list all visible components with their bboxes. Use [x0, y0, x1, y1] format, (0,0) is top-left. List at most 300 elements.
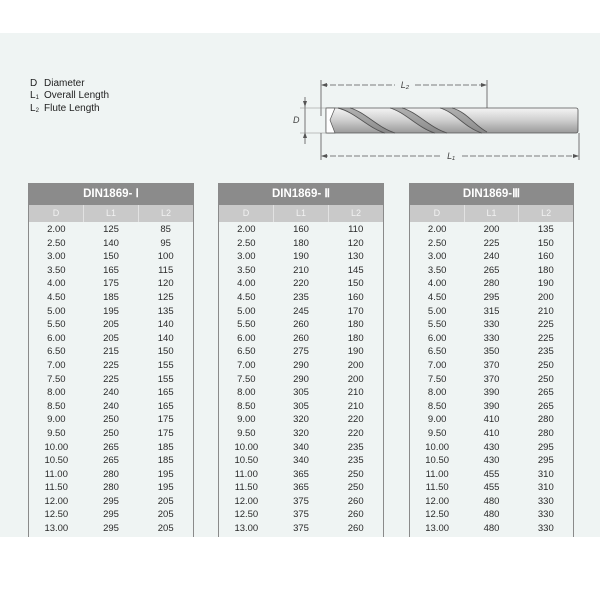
table-row	[29, 441, 193, 455]
cell-flute-length: 280	[537, 427, 554, 439]
cell-overall-length: 320	[293, 414, 309, 426]
cell-diameter: 5.00	[237, 305, 256, 317]
cell-flute-length: 310	[537, 468, 554, 480]
cell-diameter: 11.00	[44, 468, 68, 480]
cell-diameter: 12.50	[44, 509, 69, 521]
table-row	[219, 522, 383, 536]
table-row	[410, 359, 573, 373]
cell-overall-length: 275	[293, 346, 309, 358]
cell-flute-length: 250	[347, 482, 364, 494]
table-row	[29, 373, 193, 387]
cell-overall-length: 260	[293, 319, 309, 331]
cell-overall-length: 175	[103, 278, 119, 290]
legend-symbol: L	[30, 103, 36, 114]
table-row	[410, 468, 573, 482]
cell-flute-length: 250	[347, 468, 364, 480]
cell-flute-length: 185	[157, 455, 174, 467]
cell-overall-length: 225	[103, 359, 119, 371]
cell-flute-length: 110	[348, 224, 364, 235]
cell-overall-length: 200	[483, 224, 500, 235]
cell-overall-length: 240	[103, 400, 119, 412]
cell-flute-length: 250	[537, 373, 554, 385]
legend-label: Overall Length	[44, 89, 110, 101]
table-header-row	[219, 205, 383, 222]
cell-flute-length: 200	[347, 359, 364, 371]
cell-overall-length: 365	[293, 468, 309, 480]
cell-flute-length: 330	[537, 495, 554, 507]
cell-diameter: 2.00	[427, 224, 447, 235]
cell-diameter: 3.50	[47, 264, 66, 276]
cell-flute-length: 150	[537, 237, 554, 249]
table-row	[29, 386, 193, 400]
table-row	[410, 277, 573, 291]
legend-label: Flute Length	[44, 103, 100, 114]
column-header-l2: L2	[518, 205, 573, 222]
cell-flute-length: 100	[157, 251, 174, 263]
table-row	[410, 481, 573, 495]
cell-diameter: 8.00	[47, 387, 66, 399]
table-row	[219, 400, 383, 414]
cell-diameter: 5.50	[237, 319, 256, 331]
cell-diameter: 4.00	[237, 278, 256, 290]
cell-flute-length: 330	[537, 523, 554, 535]
legend-subscript: 1	[35, 94, 39, 101]
cell-flute-length: 85	[160, 224, 171, 235]
cell-flute-length: 330	[537, 509, 554, 521]
cell-diameter: 7.50	[47, 373, 66, 385]
table-row	[219, 454, 383, 468]
legend-item-flute-length	[30, 103, 109, 117]
table-row	[219, 291, 383, 305]
legend-label: Diameter	[44, 78, 85, 89]
cell-diameter: 10.00	[425, 441, 450, 453]
column-header-d: D	[433, 208, 441, 218]
cell-flute-length: 195	[157, 468, 174, 480]
table-header-row	[410, 205, 573, 222]
cell-flute-length: 260	[347, 495, 364, 507]
cell-flute-length: 190	[347, 346, 364, 358]
cell-diameter: 2.50	[237, 237, 256, 249]
cell-diameter: 12.50	[234, 509, 259, 521]
cell-overall-length: 480	[483, 495, 500, 507]
cell-diameter: 8.00	[427, 387, 447, 399]
cell-flute-length: 155	[157, 373, 174, 385]
cell-diameter: 6.50	[237, 346, 256, 358]
table-row	[410, 345, 573, 359]
cell-flute-length: 195	[157, 482, 174, 494]
table-row	[29, 454, 193, 468]
table-row	[410, 332, 573, 346]
cell-overall-length: 330	[483, 332, 500, 344]
d-label: D	[293, 115, 300, 125]
cell-overall-length: 295	[103, 495, 119, 507]
table-header-row	[29, 205, 193, 222]
table-row	[410, 508, 573, 522]
cell-overall-length: 140	[103, 237, 119, 249]
cell-diameter: 2.50	[427, 237, 447, 249]
table-row	[219, 345, 383, 359]
table-row	[410, 237, 573, 251]
cell-overall-length: 365	[293, 482, 309, 494]
table-row	[29, 332, 193, 346]
cell-flute-length: 295	[537, 455, 554, 467]
table-row	[219, 305, 383, 319]
table-row	[410, 495, 573, 509]
cell-flute-length: 235	[537, 346, 554, 358]
cell-flute-length: 160	[347, 291, 364, 303]
cell-diameter: 6.50	[427, 346, 447, 358]
cell-diameter: 13.00	[44, 523, 69, 535]
cell-flute-length: 190	[537, 278, 554, 290]
cell-overall-length: 180	[293, 237, 309, 249]
column-header-d: D	[242, 208, 250, 218]
cell-overall-length: 205	[103, 319, 119, 331]
cell-flute-length: 180	[537, 264, 554, 276]
table-row	[410, 522, 573, 536]
cell-flute-length: 165	[157, 387, 174, 399]
cell-overall-length: 305	[293, 387, 309, 399]
cell-overall-length: 330	[483, 319, 500, 331]
table-row	[410, 400, 573, 414]
table-row	[410, 427, 573, 441]
cell-diameter: 9.50	[427, 427, 447, 439]
table-row	[219, 359, 383, 373]
cell-flute-length: 210	[347, 387, 364, 399]
cell-diameter: 8.50	[237, 400, 256, 412]
cell-overall-length: 295	[103, 523, 119, 535]
cell-overall-length: 340	[293, 441, 309, 453]
cell-flute-length: 185	[157, 441, 174, 453]
cell-overall-length: 225	[483, 237, 500, 249]
cell-flute-length: 120	[347, 237, 364, 249]
cell-flute-length: 260	[347, 523, 364, 535]
table-row	[410, 291, 573, 305]
table-row	[219, 318, 383, 332]
cell-flute-length: 175	[157, 414, 174, 426]
cell-overall-length: 350	[483, 346, 500, 358]
cell-flute-length: 250	[537, 359, 554, 371]
cell-overall-length: 410	[483, 414, 500, 426]
cell-overall-length: 150	[103, 251, 119, 263]
table-row	[29, 359, 193, 373]
table-body	[410, 222, 573, 536]
table-din1869-3	[409, 183, 574, 537]
cell-diameter: 11.00	[425, 468, 449, 480]
cell-flute-length: 150	[157, 346, 174, 358]
cell-flute-length: 225	[537, 319, 554, 331]
cell-diameter: 3.00	[237, 251, 256, 263]
cell-overall-length: 280	[483, 278, 500, 290]
cell-flute-length: 135	[157, 305, 174, 317]
table-row	[29, 413, 193, 427]
table-row	[219, 441, 383, 455]
cell-flute-length: 295	[537, 441, 554, 453]
table-row	[29, 250, 193, 264]
legend	[30, 78, 109, 117]
cell-flute-length: 150	[347, 278, 364, 290]
cell-diameter: 9.00	[427, 414, 447, 426]
cell-overall-length: 375	[293, 509, 309, 521]
l1-label: L₁	[447, 151, 455, 160]
cell-overall-length: 375	[293, 495, 309, 507]
cell-overall-length: 220	[293, 278, 309, 290]
cell-overall-length: 455	[483, 468, 500, 480]
cell-overall-length: 125	[103, 224, 119, 235]
cell-overall-length: 280	[103, 482, 119, 494]
cell-diameter: 9.50	[47, 427, 66, 439]
cell-overall-length: 305	[293, 400, 309, 412]
table-row	[29, 522, 193, 536]
table-row	[410, 413, 573, 427]
cell-diameter: 3.50	[237, 264, 256, 276]
table-body	[29, 222, 193, 536]
cell-diameter: 3.00	[47, 251, 66, 263]
table-body	[219, 222, 383, 536]
cell-flute-length: 205	[157, 495, 174, 507]
cell-diameter: 7.50	[427, 373, 447, 385]
cell-diameter: 4.00	[47, 278, 66, 290]
cell-diameter: 9.00	[237, 414, 256, 426]
column-header-l2: L2	[138, 205, 193, 222]
table-row	[410, 386, 573, 400]
cell-flute-length: 265	[537, 387, 554, 399]
table-row	[219, 386, 383, 400]
cell-overall-length: 250	[103, 427, 119, 439]
cell-flute-length: 235	[347, 455, 364, 467]
cell-flute-length: 180	[347, 319, 364, 331]
cell-diameter: 6.00	[237, 332, 256, 344]
cell-overall-length: 375	[293, 523, 309, 535]
table-row	[219, 373, 383, 387]
cell-diameter: 5.00	[47, 305, 66, 317]
cell-flute-length: 155	[157, 359, 174, 371]
table-title: DIN1869-Ⅲ	[410, 183, 573, 205]
cell-diameter: 4.50	[237, 291, 256, 303]
table-row	[219, 481, 383, 495]
cell-diameter: 11.50	[425, 482, 449, 494]
column-header-l1: L1	[83, 205, 138, 222]
cell-overall-length: 265	[103, 455, 119, 467]
cell-diameter: 3.00	[427, 251, 447, 263]
table-row	[219, 427, 383, 441]
cell-overall-length: 410	[483, 427, 500, 439]
cell-diameter: 10.50	[234, 455, 259, 467]
cell-diameter: 7.00	[427, 359, 447, 371]
cell-diameter: 5.00	[427, 305, 447, 317]
cell-overall-length: 195	[103, 305, 119, 317]
column-header-d: D	[52, 208, 60, 218]
cell-diameter: 4.50	[427, 291, 447, 303]
cell-overall-length: 190	[293, 251, 309, 263]
cell-diameter: 13.00	[234, 523, 259, 535]
column-header-l1: L1	[273, 205, 328, 222]
table-row	[410, 318, 573, 332]
cell-overall-length: 480	[483, 509, 500, 521]
cell-flute-length: 310	[537, 482, 554, 494]
table-row	[219, 468, 383, 482]
table-row	[29, 305, 193, 319]
cell-flute-length: 120	[157, 278, 174, 290]
cell-flute-length: 95	[160, 237, 171, 249]
table-row	[219, 264, 383, 278]
cell-diameter: 8.00	[237, 387, 256, 399]
cell-flute-length: 160	[537, 251, 554, 263]
cell-diameter: 6.00	[47, 332, 66, 344]
cell-diameter: 12.50	[425, 509, 450, 521]
table-row	[410, 454, 573, 468]
legend-symbol: D	[30, 78, 38, 89]
cell-diameter: 5.50	[427, 319, 447, 331]
cell-flute-length: 205	[157, 523, 174, 535]
cell-flute-length: 265	[537, 400, 554, 412]
cell-flute-length: 180	[347, 332, 364, 344]
cell-overall-length: 480	[483, 523, 500, 535]
table-row	[219, 413, 383, 427]
cell-flute-length: 220	[347, 414, 364, 426]
cell-overall-length: 315	[483, 305, 500, 317]
table-row	[219, 508, 383, 522]
table-row	[29, 223, 193, 237]
cell-flute-length: 200	[537, 291, 554, 303]
table-row	[29, 291, 193, 305]
cell-overall-length: 340	[293, 455, 309, 467]
cell-diameter: 2.50	[47, 237, 66, 249]
cell-overall-length: 390	[483, 400, 500, 412]
cell-overall-length: 265	[483, 264, 500, 276]
table-row	[29, 427, 193, 441]
cell-flute-length: 140	[157, 332, 174, 344]
cell-overall-length: 235	[293, 291, 309, 303]
table-row	[29, 468, 193, 482]
table-row	[29, 400, 193, 414]
cell-overall-length: 165	[103, 264, 119, 276]
cell-flute-length: 135	[537, 224, 554, 235]
drill-bit-diagram	[290, 70, 590, 160]
table-row	[219, 277, 383, 291]
table-title: DIN1869- Ⅱ	[219, 183, 383, 205]
table-row	[29, 508, 193, 522]
cell-flute-length: 170	[347, 305, 364, 317]
cell-flute-length: 145	[347, 264, 364, 276]
cell-overall-length: 290	[293, 373, 309, 385]
cell-flute-length: 220	[347, 427, 364, 439]
cell-diameter: 9.00	[47, 414, 66, 426]
table-row	[29, 237, 193, 251]
cell-overall-length: 250	[103, 414, 119, 426]
cell-flute-length: 235	[347, 441, 364, 453]
legend-item-overall-length	[30, 90, 109, 104]
cell-diameter: 8.50	[47, 400, 66, 412]
cell-diameter: 7.00	[237, 359, 256, 371]
table-title: DIN1869- Ⅰ	[29, 183, 193, 205]
cell-diameter: 4.00	[427, 278, 447, 290]
table-row	[219, 495, 383, 509]
cell-diameter: 7.00	[47, 359, 66, 371]
cell-overall-length: 290	[293, 359, 309, 371]
cell-overall-length: 240	[483, 251, 500, 263]
table-row	[410, 441, 573, 455]
cell-overall-length: 185	[103, 291, 119, 303]
cell-overall-length: 240	[103, 387, 119, 399]
cell-diameter: 11.50	[44, 482, 68, 494]
cell-flute-length: 140	[157, 319, 174, 331]
cell-diameter: 2.00	[237, 224, 256, 235]
cell-overall-length: 280	[103, 468, 119, 480]
table-row	[29, 495, 193, 509]
cell-diameter: 12.00	[425, 495, 450, 507]
cell-flute-length: 260	[347, 509, 364, 521]
cell-overall-length: 215	[103, 346, 119, 358]
table-row	[29, 277, 193, 291]
cell-flute-length: 165	[157, 400, 174, 412]
cell-flute-length: 115	[158, 264, 174, 276]
cell-overall-length: 370	[483, 373, 500, 385]
cell-overall-length: 390	[483, 387, 500, 399]
cell-overall-length: 295	[483, 291, 500, 303]
cell-overall-length: 160	[293, 224, 309, 235]
cell-flute-length: 210	[347, 400, 364, 412]
cell-diameter: 10.00	[44, 441, 69, 453]
column-header-l2: L2	[328, 205, 383, 222]
cell-overall-length: 430	[483, 441, 500, 453]
cell-diameter: 10.00	[234, 441, 259, 453]
cell-overall-length: 430	[483, 455, 500, 467]
table-row	[410, 373, 573, 387]
cell-overall-length: 210	[293, 264, 309, 276]
table-row	[29, 481, 193, 495]
table-row	[29, 264, 193, 278]
cell-flute-length: 125	[157, 291, 174, 303]
cell-flute-length: 210	[537, 305, 554, 317]
cell-diameter: 10.50	[44, 455, 69, 467]
legend-subscript: 2	[35, 108, 39, 114]
cell-flute-length: 225	[537, 332, 554, 344]
legend-item-diameter	[30, 78, 109, 90]
table-row	[219, 332, 383, 346]
l2-label: L₂	[400, 80, 410, 90]
table-row	[29, 318, 193, 332]
cell-diameter: 11.50	[234, 482, 258, 494]
cell-overall-length: 370	[483, 359, 500, 371]
cell-diameter: 9.50	[237, 427, 256, 439]
column-header-l1: L1	[464, 205, 519, 222]
cell-diameter: 13.00	[425, 523, 450, 535]
cell-diameter: 11.00	[234, 468, 258, 480]
cell-overall-length: 295	[103, 509, 119, 521]
table-din1869-2	[218, 183, 384, 537]
cell-overall-length: 205	[103, 332, 119, 344]
cell-flute-length: 130	[347, 251, 364, 263]
table-row	[410, 305, 573, 319]
table-row	[219, 250, 383, 264]
table-row	[410, 223, 573, 237]
cell-overall-length: 260	[293, 332, 309, 344]
cell-diameter: 4.50	[47, 291, 66, 303]
cell-flute-length: 200	[347, 373, 364, 385]
cell-overall-length: 265	[103, 441, 119, 453]
cell-diameter: 2.00	[47, 224, 66, 235]
cell-diameter: 7.50	[237, 373, 256, 385]
cell-diameter: 5.50	[47, 319, 66, 331]
table-row	[29, 345, 193, 359]
table-din1869-1	[28, 183, 194, 537]
legend-symbol: L	[30, 89, 36, 101]
cell-diameter: 3.50	[427, 264, 447, 276]
cell-diameter: 10.50	[425, 455, 450, 467]
table-row	[219, 223, 383, 237]
cell-overall-length: 455	[483, 482, 500, 494]
table-row	[410, 264, 573, 278]
